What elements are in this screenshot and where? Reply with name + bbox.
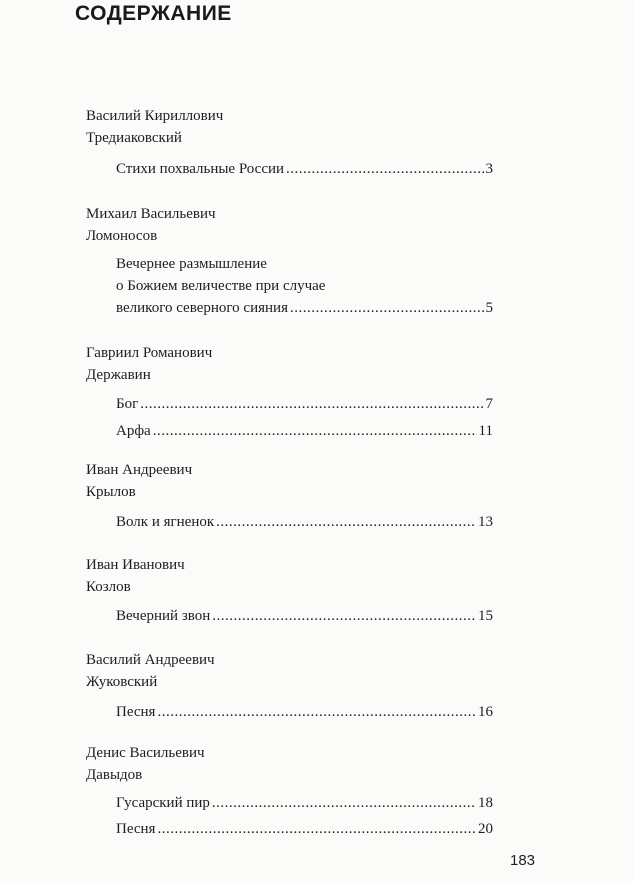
- entry-page-number: 5: [485, 300, 493, 316]
- author-last-name: Давыдов: [86, 767, 143, 783]
- entry-title: великого северного сияния: [116, 300, 288, 316]
- author-heading: [86, 342, 212, 386]
- entry-page-number: 7: [485, 396, 493, 412]
- author-heading: [86, 105, 223, 149]
- page-number: 183: [510, 852, 536, 869]
- entry-title: Вечерний звон: [116, 608, 211, 624]
- entry-title: Волк и ягненок: [116, 514, 215, 530]
- author-last-name: Тредиаковский: [86, 130, 182, 146]
- author-last-name: Ломоносов: [86, 228, 158, 244]
- dot-leader: [157, 701, 476, 723]
- entry-title: Арфа: [116, 423, 151, 439]
- entry-page-number: 16: [478, 704, 493, 720]
- dot-leader: [216, 511, 476, 533]
- author-heading: [86, 742, 205, 786]
- entry-title: Стихи похвальные России: [116, 161, 285, 177]
- dot-leader: [212, 605, 476, 627]
- author-first-name: Василий Кириллович: [86, 108, 224, 124]
- author-last-name: Державин: [86, 367, 151, 383]
- toc-entry[interactable]: [116, 818, 493, 840]
- entry-title: Песня: [116, 821, 156, 837]
- entry-title-line: о Божием величестве при случае: [116, 278, 326, 294]
- author-last-name: Козлов: [86, 579, 131, 595]
- toc-entry[interactable]: [116, 393, 493, 415]
- toc-entry[interactable]: [116, 511, 493, 533]
- author-last-name: Жуковский: [86, 674, 158, 690]
- author-heading: [86, 203, 216, 247]
- toc-entry[interactable]: [116, 605, 493, 627]
- page-title: СОДЕРЖАНИЕ: [75, 2, 232, 25]
- dot-leader: [290, 297, 484, 319]
- toc-entry[interactable]: [116, 701, 493, 723]
- entry-title: Песня: [116, 704, 156, 720]
- toc-entry[interactable]: [116, 792, 493, 814]
- author-first-name: Иван Андреевич: [86, 462, 193, 478]
- toc-entry[interactable]: [116, 420, 493, 442]
- author-first-name: Иван Иванович: [86, 557, 185, 573]
- entry-title-line: Вечернее размышление: [116, 256, 267, 272]
- entry-page-number: 13: [478, 514, 493, 530]
- author-first-name: Михаил Васильевич: [86, 206, 216, 222]
- entry-page-number: 18: [478, 795, 493, 811]
- dot-leader: [140, 393, 483, 415]
- entry-page-number: 15: [478, 608, 493, 624]
- author-first-name: Гавриил Романович: [86, 345, 213, 361]
- author-heading: [86, 459, 192, 503]
- entry-page-number: 3: [485, 161, 493, 177]
- entry-page-number: 20: [478, 821, 493, 837]
- dot-leader: [153, 420, 477, 442]
- dot-leader: [286, 158, 483, 180]
- author-heading: [86, 649, 215, 693]
- entry-title: Бог: [116, 396, 139, 412]
- entry-page-number: 11: [478, 423, 493, 439]
- author-first-name: Денис Васильевич: [86, 745, 205, 761]
- toc-entry[interactable]: [116, 253, 493, 319]
- dot-leader: [212, 792, 476, 814]
- author-heading: [86, 554, 185, 598]
- dot-leader: [157, 818, 476, 840]
- author-last-name: Крылов: [86, 484, 136, 500]
- author-first-name: Василий Андреевич: [86, 652, 215, 668]
- toc-entry[interactable]: [116, 158, 493, 180]
- entry-title: Гусарский пир: [116, 795, 210, 811]
